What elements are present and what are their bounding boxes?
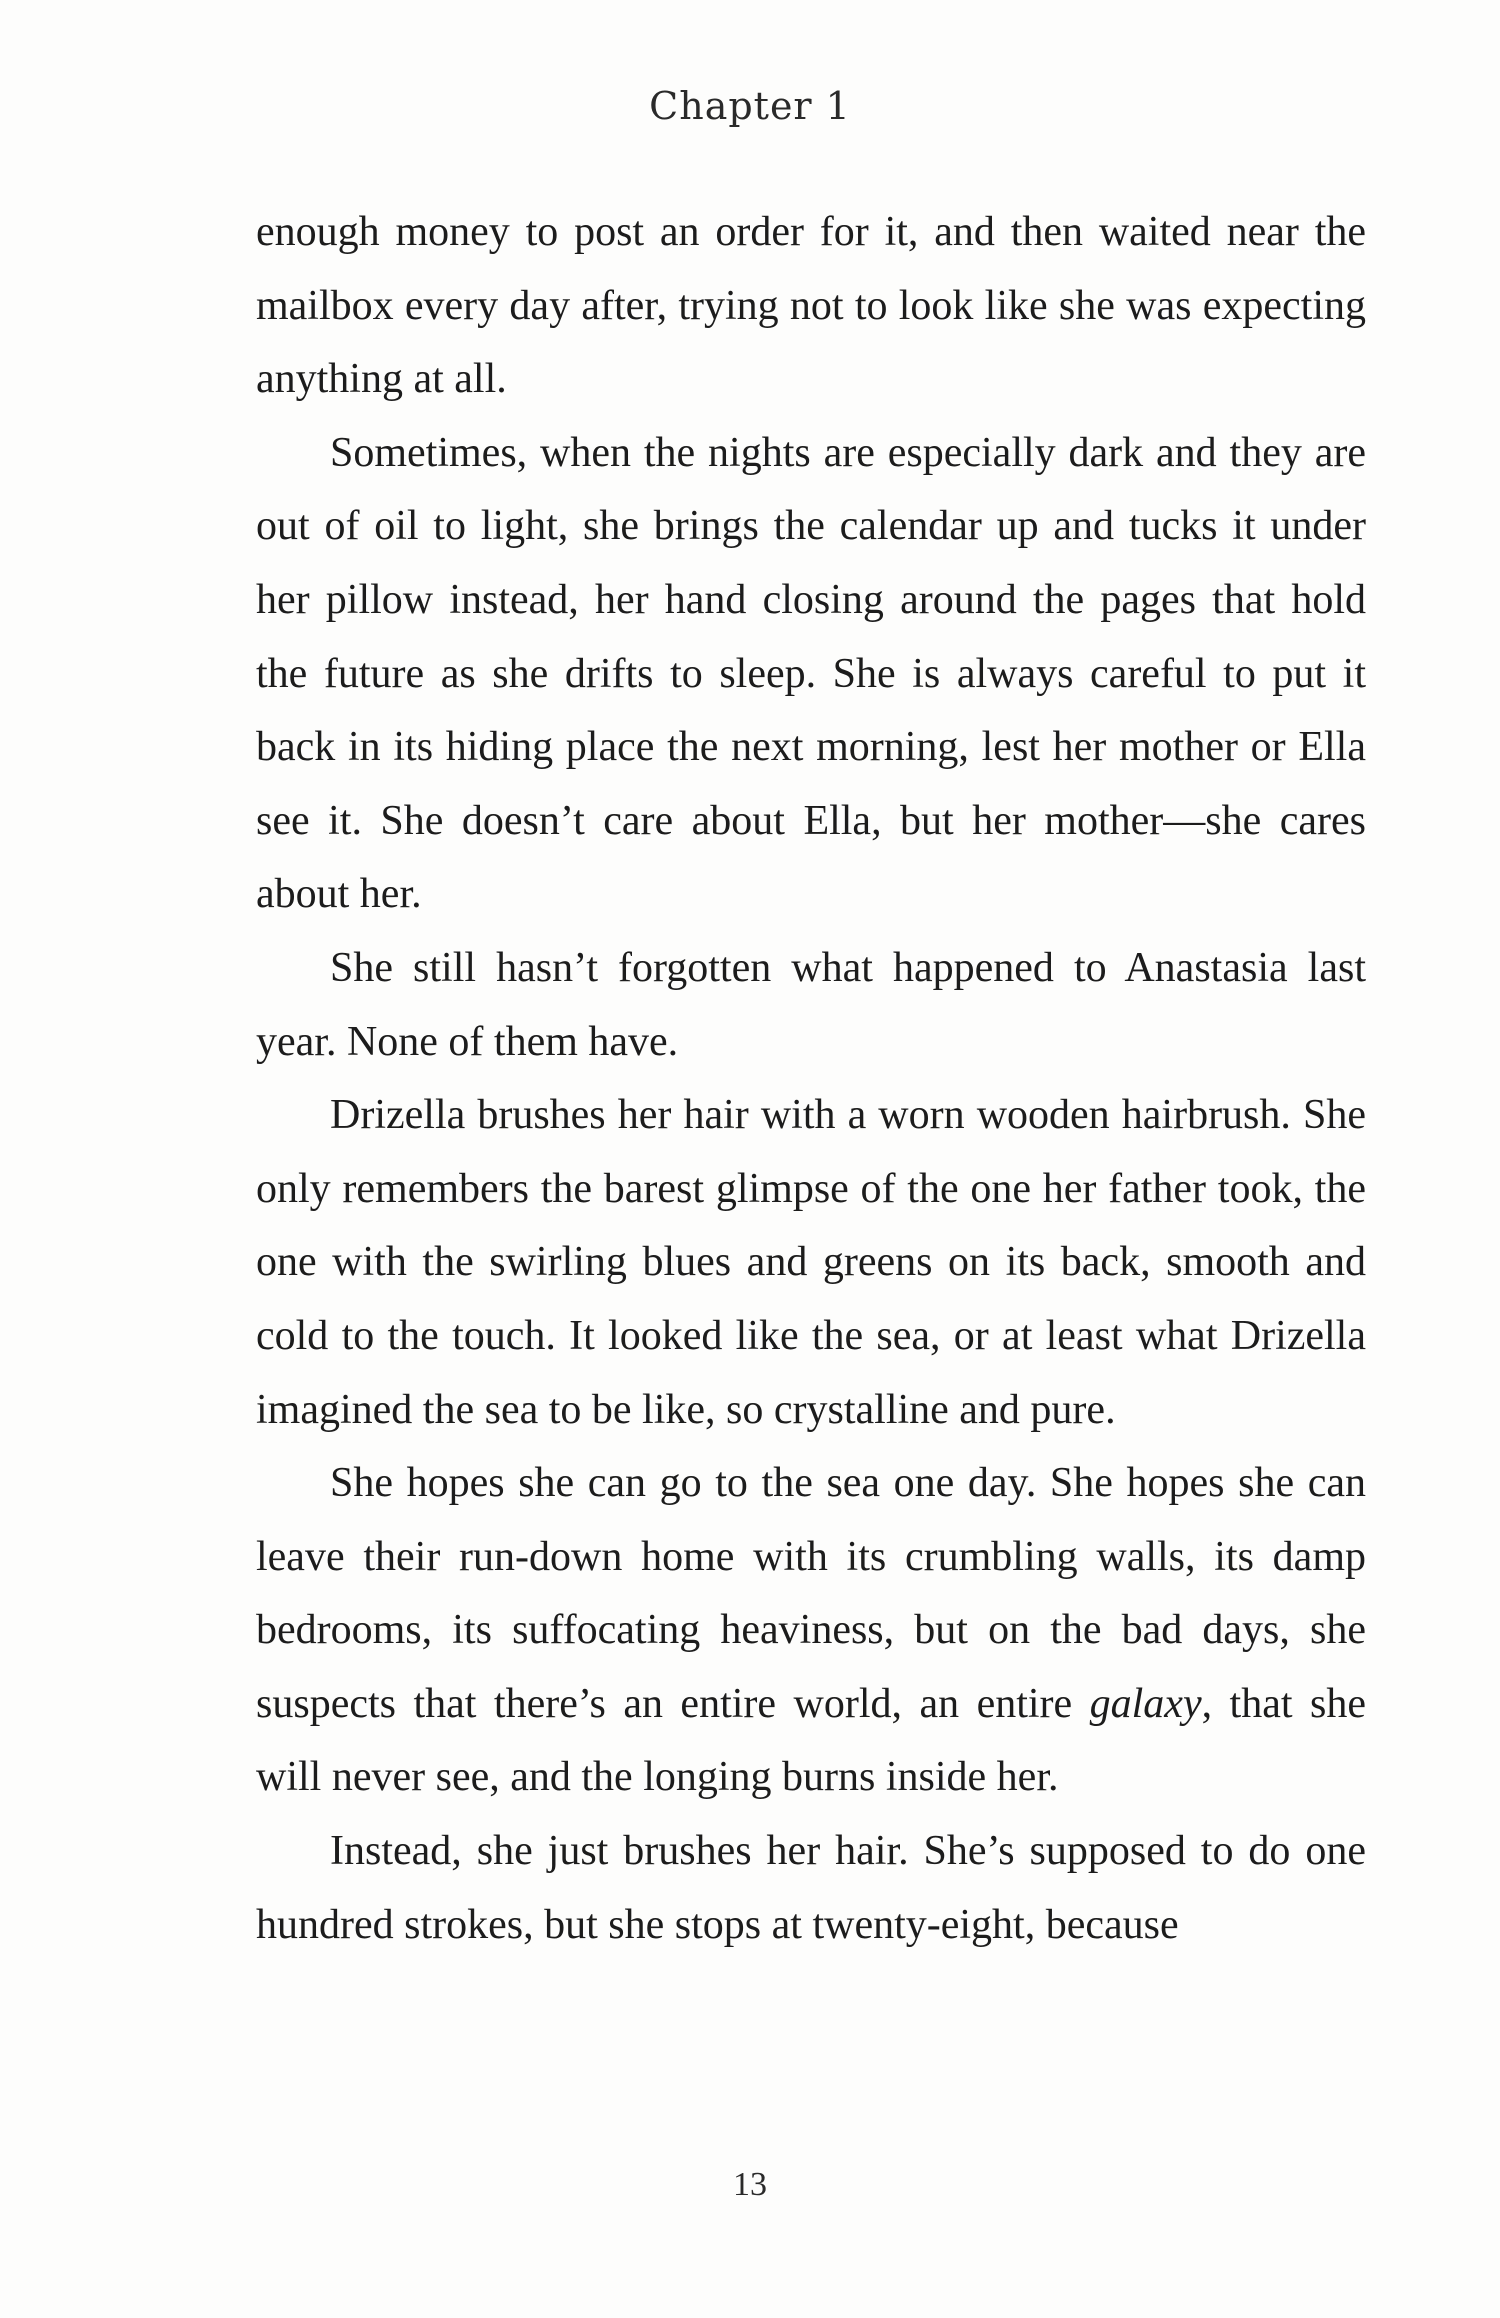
paragraph-continued: enough money to post an order for it, and then waited near the mailbox every day after, trying not to look like she was expecting anything at all. — [256, 209, 1366, 403]
running-head: Chapter 1 — [649, 84, 851, 128]
paragraph: Drizella brushes her hair with a worn wooden hairbrush. She only remembers the barest glimpse of the one her father took, the one with the swirling blues and greens on its back, smooth and cold to the touch. It looked like the sea, or at least what Drizella imagined the sea to be like, so crystalline and pure. — [256, 1092, 1366, 1433]
italic-emphasis: galaxy — [1089, 1680, 1202, 1727]
body-text — [256, 196, 1366, 1962]
paragraph — [256, 1447, 1366, 1815]
paragraph-text: She hopes she can go to the sea one day. She hopes she can leave their run-down home with its crumbling walls, its damp bedrooms, its suffocating heaviness, but on the bad days, she suspects that there’s an entire world, an entire — [256, 1460, 1366, 1727]
paragraph: Sometimes, when the nights are especially dark and they are out of oil to light, she brings the calendar up and tucks it under her pillow instead, her hand closing around the pages that hold the future as she drifts to sleep. She is always careful to put it back in its hiding place the next morning, lest her mother or Ella see it. She doesn’t care about Ella, but her mother—she cares about her. — [256, 429, 1366, 918]
paragraph: Instead, she just brushes her hair. She’s supposed to do one hundred strokes, but she stops at twenty-eight, because — [256, 1828, 1366, 1948]
page-number: 13 — [733, 2166, 767, 2203]
paragraph: She still hasn’t forgotten what happened to Anastasia last year. None of them have. — [256, 944, 1366, 1065]
paragraph-text: , that she will never see, and the longing burns inside her. — [256, 1680, 1366, 1801]
